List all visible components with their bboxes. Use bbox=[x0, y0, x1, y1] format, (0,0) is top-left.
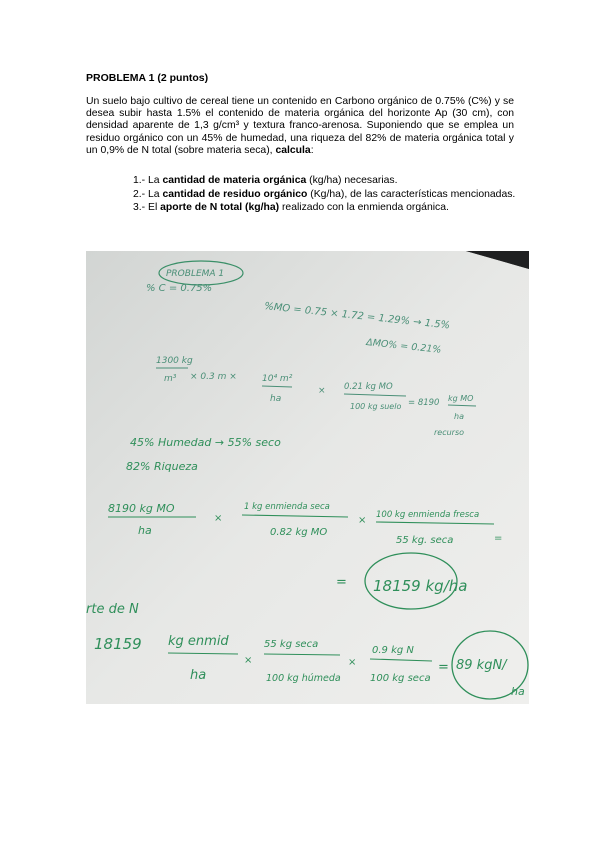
hw-result-3: 89 kgN/ bbox=[456, 658, 507, 673]
hw-density-den: m³ bbox=[164, 374, 177, 384]
question-3-suffix: realizado con la enmienda orgánica. bbox=[279, 202, 449, 214]
hw-fresh-den: 55 kg. seca bbox=[396, 535, 454, 546]
hw-mo-total: 8190 kg MO bbox=[108, 502, 175, 515]
problem-statement bbox=[86, 96, 514, 157]
hw-richness: 82% Riqueza bbox=[126, 460, 198, 473]
hw-n-den: 100 kg seca bbox=[370, 673, 431, 684]
hw-times-5: × bbox=[348, 657, 357, 668]
hw-nitrogen-heading: rte de N bbox=[86, 602, 139, 617]
question-1-bold: cantidad de materia orgánica bbox=[162, 175, 307, 186]
question-item-3 bbox=[133, 201, 515, 215]
question-2-prefix: 2.- La bbox=[133, 188, 163, 200]
hw-result-1-den: ha bbox=[454, 412, 464, 421]
hw-humidity: 45% Humedad → 55% seco bbox=[130, 436, 281, 449]
statement-text: Un suelo bajo cultivo de cereal tiene un contenido en Carbono orgánico de 0.75% (C%) y se desea subir hasta 1.5% el contenido de materia orgánica del horizonte Ap (30 cm), con densidad aparente de 1,3 g/cm³ y textura franco-arenosa. Suponiendo que se emplea un residuo orgánico con un 45% de humedad, una riqueza del 82% de materia orgánica total y un 0,9% de N total (sobre materia seca), bbox=[86, 96, 514, 156]
question-2-suffix: (Kg/ha), de las características mencionadas. bbox=[307, 188, 516, 200]
problem-title: PROBLEMA 1 (2 puntos) bbox=[86, 72, 209, 84]
hw-times-3: × bbox=[358, 515, 367, 526]
hw-times-2: × bbox=[214, 513, 223, 524]
hw-n-unit-num: kg enmid bbox=[168, 634, 229, 649]
hw-line-1: PROBLEMA 1 bbox=[166, 269, 225, 279]
hw-fresh-num: 100 kg enmienda fresca bbox=[376, 510, 480, 520]
hw-mo-den: 100 kg suelo bbox=[350, 402, 402, 411]
question-list bbox=[133, 174, 515, 215]
question-item-2 bbox=[133, 188, 515, 202]
statement-calcula: calcula bbox=[275, 144, 311, 156]
handwritten-solution-photo bbox=[86, 251, 529, 704]
hw-times-4: × bbox=[244, 655, 253, 666]
question-2-bold: cantidad de residuo orgánico bbox=[162, 188, 308, 200]
hw-n-num: 0.9 kg N bbox=[372, 645, 414, 656]
hw-line-3: %MO = 0.75 × 1.72 = 1.29% → 1.5% bbox=[263, 301, 451, 332]
hw-equals-1: = bbox=[494, 533, 503, 544]
hw-note: recurso bbox=[434, 428, 465, 437]
hw-n-unit-den: ha bbox=[190, 668, 207, 683]
hw-line-2: % C = 0.75% bbox=[146, 283, 213, 294]
hw-equals-2: = bbox=[336, 575, 347, 590]
hw-dry-num: 55 kg seca bbox=[264, 639, 319, 650]
hw-density-num: 1300 kg bbox=[156, 356, 193, 366]
question-1-suffix: (kg/ha) necesarias. bbox=[306, 175, 398, 186]
question-1-prefix: 1.- La bbox=[133, 175, 163, 186]
hw-result-2: 18159 kg/ha bbox=[373, 577, 468, 595]
hw-conv-den: 0.82 kg MO bbox=[270, 527, 328, 538]
hw-depth: × 0.3 m × bbox=[190, 372, 237, 382]
question-3-prefix: 3.- El bbox=[133, 202, 161, 214]
hw-mo-total-den: ha bbox=[138, 524, 152, 537]
hw-mo-num: 0.21 kg MO bbox=[344, 382, 393, 392]
paper-sheet bbox=[86, 251, 529, 704]
hw-line-4: ΔMO% = 0.21% bbox=[365, 337, 442, 356]
hw-conv-num: 1 kg enmienda seca bbox=[244, 502, 330, 512]
hw-result-3-den: ha bbox=[511, 685, 525, 698]
question-3-bold: aporte de N total (kg/ha) bbox=[160, 202, 280, 214]
statement-colon: : bbox=[310, 144, 314, 156]
hw-equals-3: = bbox=[438, 660, 449, 675]
photo-canvas bbox=[86, 251, 529, 704]
hw-n-mass: 18159 bbox=[94, 635, 142, 653]
hw-result-1: = 8190 bbox=[408, 398, 440, 408]
question-item-1 bbox=[133, 174, 515, 188]
hw-area-den: ha bbox=[270, 394, 282, 404]
hw-times-1: × bbox=[318, 386, 326, 396]
hw-area-num: 10⁴ m² bbox=[262, 374, 293, 384]
hw-result-1-unit: kg MO bbox=[448, 394, 474, 403]
hw-dry-den: 100 kg húmeda bbox=[266, 673, 341, 684]
